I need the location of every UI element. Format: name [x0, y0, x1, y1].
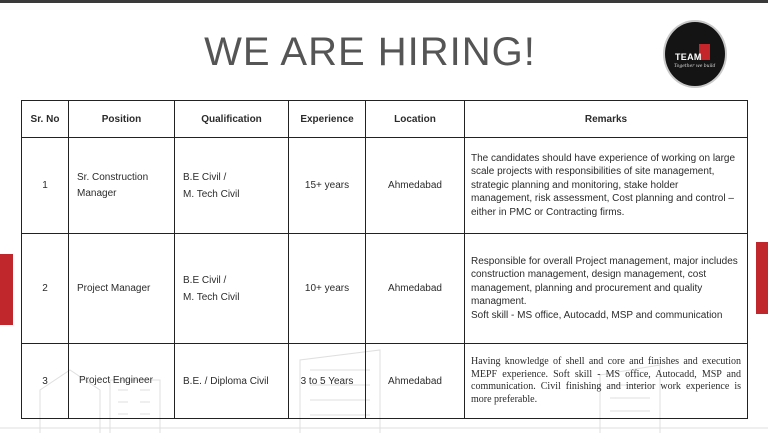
page-title: WE ARE HIRING! — [204, 30, 536, 74]
top-border-line — [0, 0, 768, 3]
logo-name: TEAM — [675, 52, 702, 62]
header-remarks: Remarks — [465, 101, 748, 138]
right-red-accent-tab — [756, 242, 768, 314]
header-qualification: Qualification — [175, 101, 289, 138]
cell-sr-no: 1 — [22, 138, 69, 234]
table-header-row — [22, 101, 748, 138]
cell-remarks: Having knowledge of shell and core and finishes and execution MEPF experience. Soft skill - MS office, Autocadd, MSP and communication. Civil finishing and interior work experience is more preferable. — [465, 344, 748, 419]
table-row — [22, 344, 748, 419]
cell-experience: 3 to 5 Years — [289, 344, 366, 419]
cell-location: Ahmedabad — [366, 344, 465, 419]
cell-qualification: B.E Civil / M. Tech Civil — [175, 138, 289, 234]
team-logo — [665, 22, 725, 86]
cell-location: Ahmedabad — [366, 138, 465, 234]
cell-sr-no: 2 — [22, 234, 69, 344]
jobs-table — [21, 100, 748, 419]
header-position: Position — [69, 101, 175, 138]
cell-position: Project Manager — [69, 234, 175, 344]
logo-tagline: Together we build — [674, 64, 716, 69]
cell-experience: 15+ years — [289, 138, 366, 234]
header-experience: Experience — [289, 101, 366, 138]
cell-qualification: B.E Civil / M. Tech Civil — [175, 234, 289, 344]
header-sr-no: Sr. No — [22, 101, 69, 138]
table-row — [22, 138, 748, 234]
cell-position: Sr. Construction Manager — [69, 138, 175, 234]
cell-experience: 10+ years — [289, 234, 366, 344]
left-red-accent-tab — [0, 254, 13, 325]
table-row — [22, 234, 748, 344]
header-location: Location — [366, 101, 465, 138]
cell-location: Ahmedabad — [366, 234, 465, 344]
cell-qualification: B.E. / Diploma Civil — [175, 344, 289, 419]
cell-remarks: The candidates should have experience of working on large scale projects with responsibilities of site management, strategic planning and monitoring, stake holder management, risk assessment, Cost planning and control – either in PMC or Contracting firms. — [465, 138, 748, 234]
cell-remarks: Responsible for overall Project management, major includes construction management, design management, cost management, planning and procurement and quality managment. Soft skill - MS office, Autocadd, MSP and communication — [465, 234, 748, 344]
cell-sr-no: 3 — [22, 344, 69, 419]
cell-position: Project Engineer — [69, 344, 175, 419]
